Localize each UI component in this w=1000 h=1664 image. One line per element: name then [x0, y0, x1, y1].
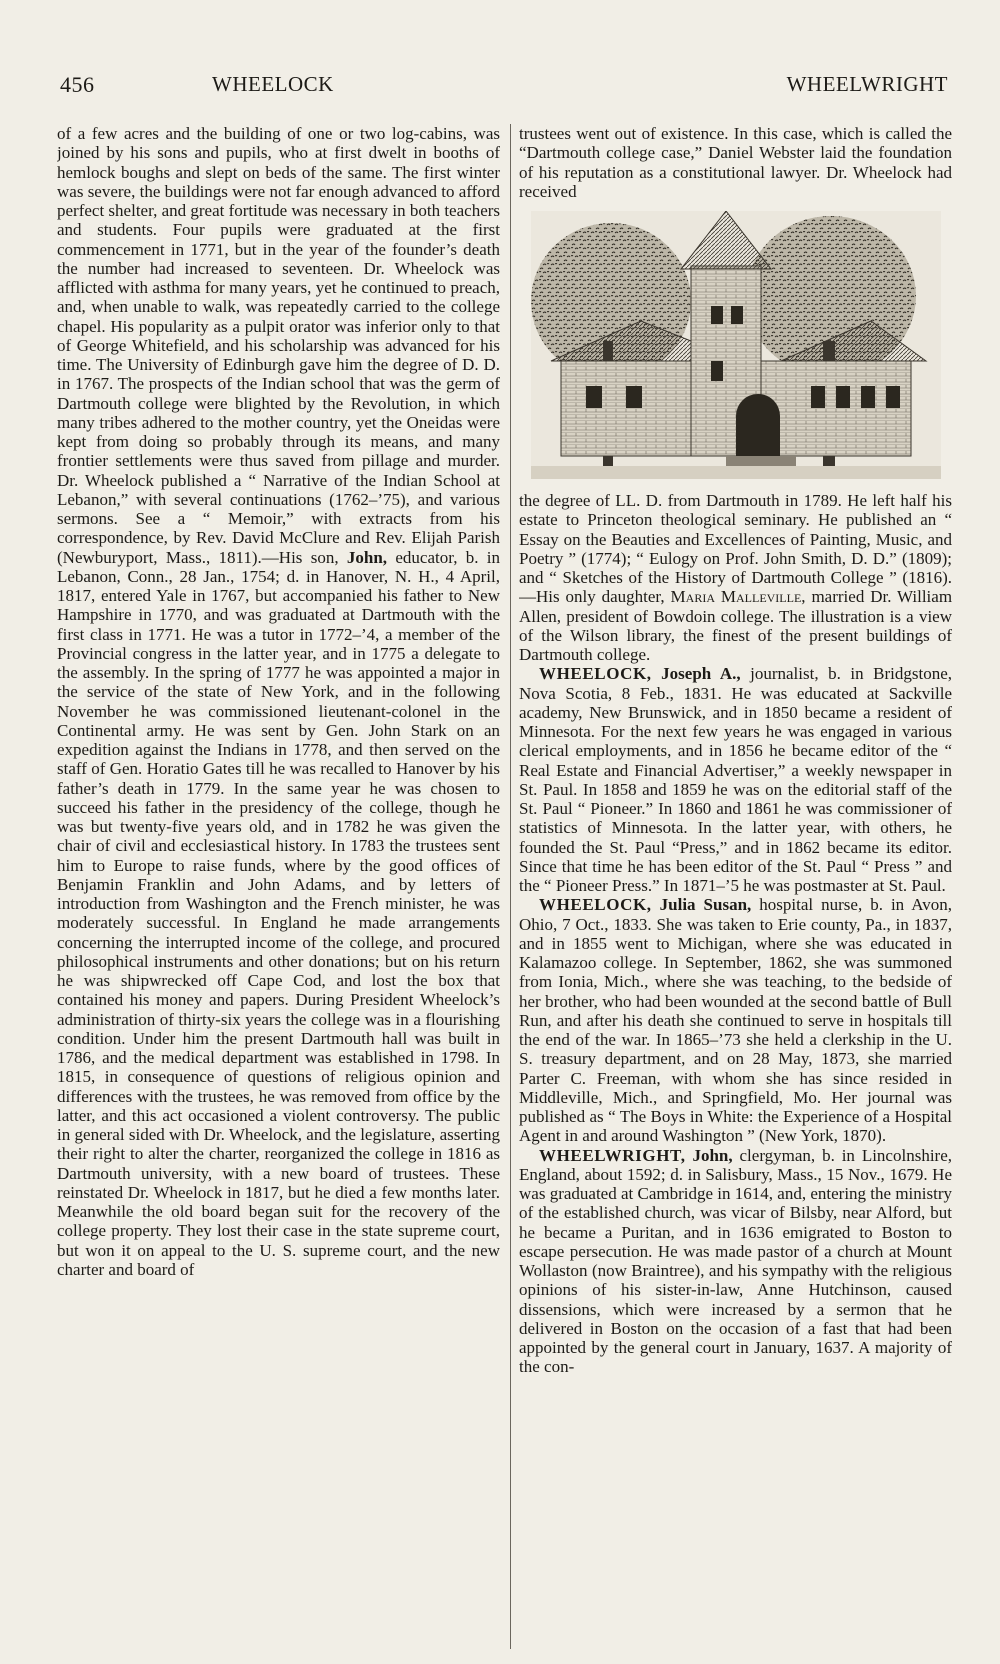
running-header: [60, 72, 948, 102]
entry-given-name: Julia Susan,: [659, 895, 752, 915]
left-column: [57, 124, 500, 1616]
entry-text: journalist, b. in Bridgstone, Nova Scotia, 8 Feb., 1831. He was educated at Sackville academy, New Brunswick, and in 1850 became a resident of Minnesota. For the next few years he was engaged in various clerical employments, and in 1856 he became editor of the “ Real Estate and Financial Advertiser,” a weekly newspaper in St. Paul. In 1858 and 1859 he was on the editorial staff of the St. Paul “ Pioneer.” In 1860 and 1861 he was commissioner of statistics of Minnesota. In the latter year, with others, he founded the St. Paul “Press,” and in 1862 became its editor. Since that time he has been editor of the St. Paul “ Press ” and the “ Pioneer Press.” In 1871–’5 he was postmaster at St. Paul.: [519, 664, 952, 895]
entry-wheelock-joseph: [519, 664, 952, 895]
column-divider: [510, 124, 511, 1649]
intro-paragraph: trustees went out of existence. In this case, which is called the “Dartmouth college case,” Daniel Webster laid the foundation of his reputation as a constitutional lawyer. Dr. Wheelock had received: [519, 124, 952, 201]
entry-surname: WHEELOCK,: [539, 895, 652, 915]
entry-given-name: John,: [692, 1145, 733, 1165]
right-column: [519, 124, 952, 1616]
library-illustration: [531, 211, 941, 479]
left-running-head: WHEELOCK: [212, 72, 334, 96]
entry-text: hospital nurse, b. in Avon, Ohio, 7 Oct., 1833. She was taken to Erie county, Pa., in 1837, and in 1855 went to Michigan, where she was educated in Kalamazoo college. In September, 1862, she was summoned from Ionia, Mich., where she was teaching, to the bedside of her brother, who had been wounded at the second battle of Bull Run, and after his death she continued to serve in hospitals till the end of the war. In 1865–’73 she held a clerkship in the U. S. treasury department, and on 28 May, 1873, she married Parter C. Freeman, with whom she has since resided in Middleville, Mich., and Springfield, Mo. Her journal was published as “ The Boys in White: the Experience of a Hospital Agent in and around Washington ” (New York, 1870).: [519, 895, 952, 1146]
library-building-icon: [531, 211, 941, 479]
entry-text: clergyman, b. in Lincolnshire, England, about 1592; d. in Salisbury, Mass., 15 Nov., 1679. He was graduated at Cambridge in 1614, and, entering the ministry of the established church, was vicar of Bilsby, near Alford, but he became a Puritan, and in 1636 emigrated to Boston to escape persecution. He was made pastor of a church at Mount Wollaston (now Braintree), and his sympathy with the religious opinions of his sister-in-law, Anne Hutchinson, caused dissensions, which were increased by a sermon that he delivered in Boston on the occasion of a fast that had been appointed by the general court in January, 1637. A majority of the con-: [519, 1145, 952, 1377]
entry-given-name: Joseph A.,: [661, 664, 741, 684]
body-text: the degree of LL. D. from Dartmouth in 1789. He left half his estate to Princeton theological seminary. He published an “ Essay on the Beauties and Excellences of Painting, Music, and Poetry ” (1774); “ Eulogy on Prof. John Smith, D. D.” (1809); and “ Sketches of the History of Dartmouth College ” (1816).—His only daughter,: [519, 491, 952, 607]
body-text: educator, b. in Lebanon, Conn., 28 Jan., 1754; d. in Hanover, N. H., 4 April, 1817, entered Yale in 1767, but accompanied his father to New Hampshire in 1770, and was graduated at Dartmouth with the first class in 1771. He was a tutor in 1772–’4, a member of the Provincial congress in the latter year, and in 1775 a delegate to the assembly. In the spring of 1777 he was appointed a major in the service of the state of New York, and in the following November he was commissioned lieutenant-colonel in the Continental army. He was sent by Gen. John Stark on an expedition against the Indians in 1778, and then served on the staff of Gen. Horatio Gates till he was recalled to Hanover by his father’s death in 1779. In the same year he was chosen to succeed his father in the presidency of the college, though he was but twenty-five years old, and in 1782 he was given the chair of civil and ecclesiastical history. In 1783 the trustees sent him to Europe to raise funds, where by the good offices of Benjamin Franklin and John Adams, and by letters of introduction from Washington and the French minister, he was moderately successful. In England he made arrangements concerning the interrupted income of the college, and procured philosophical instruments and other donations; but on his return he was shipwrecked off Cape Cod, and lost the box that contained his money and papers. During President Wheelock’s administration of thirty-six years the college was in a flourishing condition. Under him the present Dartmouth hall was built in 1786, and the medical department was established in 1798. In 1815, in consequence of questions of religious opinion and differences with the trustees, he was removed from office by the latter, and this act occasioned a violent controversy. The public in general sided with Dr. Wheelock, and the legislature, asserting their right to alter the charter, reorganized the college in 1816 as Dartmouth university, with a new board of trustees. These reinstated Dr. Wheelock in 1817, but he died a few months later. Meanwhile the old board began suit for the recovery of the college property. They lost their case in the state supreme court, but won it on appeal to the U. S. supreme court, and the new charter and board of: [57, 547, 500, 1279]
entry-surname: WHEELWRIGHT,: [539, 1145, 686, 1165]
right-running-head: WHEELWRIGHT: [786, 72, 948, 96]
body-text: married Dr. William Allen, president of Bowdoin college. The illustration is a view of the Wilson library, the finest of the present buildings of Dartmouth college.: [519, 587, 952, 664]
subentry-name-john: John,: [346, 547, 388, 567]
entry-wheelock-julia: [519, 895, 952, 1145]
wheelock-eleazar-continuation: [57, 124, 500, 1279]
entry-surname: WHEELOCK,: [539, 664, 652, 684]
after-figure-paragraph: [519, 491, 952, 664]
entry-wheelwright-john: [519, 1146, 952, 1377]
subentry-name-maria: Maria Malleville,: [670, 587, 806, 607]
body-text: of a few acres and the building of one or two log-cabins, was joined by his sons and pupils, who at first dwelt in booths of hemlock boughs and slept on beds of the same. The first winter was severe, the buildings were not far enough advanced to afford perfect shelter, and great fortitude was necessary in both teachers and students. Four pupils were graduated at the first commencement in 1771, but in the year of the founder’s death the number had increased to seventeen. Dr. Wheelock was afflicted with asthma for many years, yet he continued to preach, and, when unable to walk, was repeatedly carried to the college chapel. His popularity as a pulpit orator was inferior only to that of George Whitefield, and his scholarship was advanced for his time. The University of Edinburgh gave him the degree of D. D. in 1767. The prospects of the Indian school that was the germ of Dartmouth college were blighted by the Revolution, in which many tribes adhered to the mother country, yet the Oneidas were kept from doing so probably through its means, and many frontier settlements were thus saved from pillage and murder. Dr. Wheelock published a “ Narrative of the Indian School at Lebanon,” with several continuations (1762–’75), and various sermons. See a “ Memoir,” with extracts from his correspondence, by Rev. David McClure and Rev. Elijah Parish (Newburyport, Mass., 1811).—His son,: [57, 124, 500, 567]
page-number: 456: [60, 72, 95, 97]
